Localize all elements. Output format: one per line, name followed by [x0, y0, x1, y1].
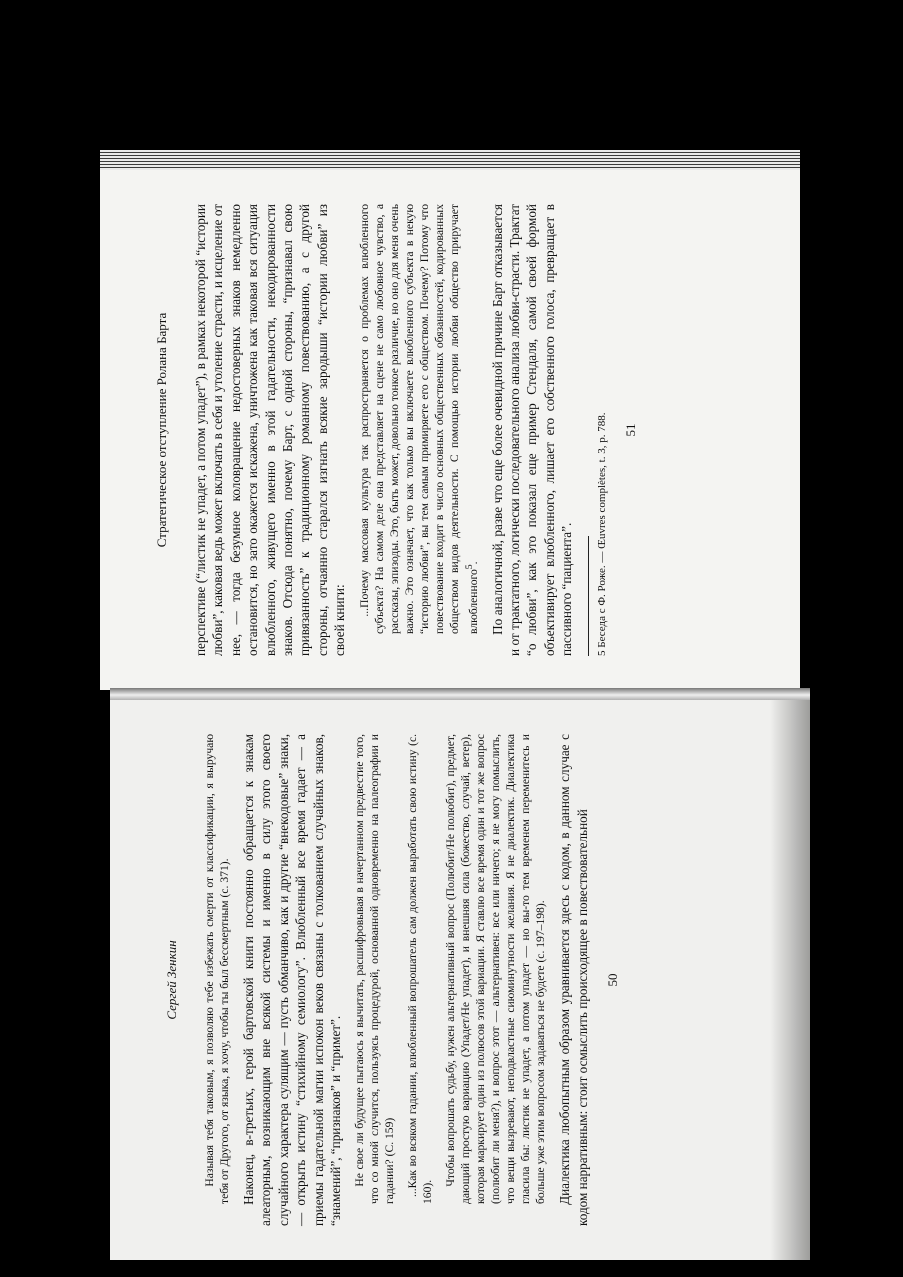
- page-shadow: [770, 700, 810, 1260]
- note-ref: 5: [463, 564, 475, 570]
- scanner-background-top: [0, 0, 903, 150]
- block-quote: Чтобы вопрошать судьбу, нужен альтернативный вопрос (Полюбит/Не полюбит), предмет, дающий простую вариацию (Упадет/Не упадет), и внешняя сила (божество, случай, ветер), которая маркирует один из полюсов этой вариации. Я ставлю все время один и тот же вопрос (полюбит ли меня?), и вопрос этот — альтернативен: все или ничего; я не могу помыслить, что вещи вызревают, неподвластные сиюминутности желания. Я не диалектик. Диалектика гласила бы: листик не упадет, а потом упадет — но вы-то тем временем переменитесь и больше уже этим вопросом задаваться не будете (с. 197–198).: [444, 734, 548, 1204]
- page-number: 50: [605, 973, 621, 987]
- block-quote: ...Почему массовая культура так распространяется о проблемах влюбленного субъекта? На самом деле она представляет на сцене не само любовное чувство, а рассказы, эпизоды. Это, быть может, довольно тонкое различие, но оно для меня очень важно. Это означает, что как только вы включаете влюбленного субъекта в некую “историю любви”, вы тем самым примиряете его с обществом. Почему? Потому что повествование входит в число основных общественных обязанностей, кодированных обществом видов деятельности. С помощью истории любви общество приручает влюбленного$^5$.: [357, 204, 480, 634]
- left-page: [110, 700, 810, 1260]
- block-quote: ...Как во всяком гадании, влюбленный вопрошатель сам должен выработать свою истину (с. 160).: [406, 734, 435, 1204]
- paragraph: Наконец, в-третьих, герой бартовской книги постоянно обращается к знакам алеаторным, возникающим вне всякой системы и именно в силу этого своего случайного характера сулящим — пусть обманчиво, как и другие “внекодовые” знаки, — открыть истину “стихийному семиологу”. Влюбленный все время гадает — а приемы гадательной магии испокон веков связаны с толкованием случайных знаков, “знамений”, “признаков” и “примет”.: [241, 734, 344, 1226]
- block-quote: Называя тебя таковым, я позволяю тебе избежать смерти от классификации, я выручаю тебя от Другого, от языка, я хочу, чтобы ты был бессмертным (с. 371).: [203, 734, 231, 1204]
- page-number: 51: [622, 423, 638, 437]
- running-head-right: Стратегическое отступление Ролана Барта: [154, 312, 169, 548]
- footnote: 5 Беседа с Ф. Роже. — Œuvres complètes, t. 3, p. 788.: [595, 412, 608, 656]
- running-head-left: Сергей Зенкин: [164, 940, 179, 1020]
- footnote-rule: [588, 536, 589, 656]
- block-quote: Не свое ли будущее пытаюсь я вычитать, расшифровывая в начертанном предвестие того, что со мной случится, пользуясь процедурой, основанной одновременно на палеографии и гадании? (С. 159): [353, 734, 397, 1204]
- paragraph: По аналогичной, разве что еще более очевидной причине Барт отказывается и от трактатного, логически последовательного анализа любви-страсти. Трактат “о любви”, как это показал еще пример Стендаля, самой своей формой объективирует влюбленного, лишает его собственного голоса, превращает в пассивного “пациента”.: [489, 204, 575, 656]
- quote-text: ...Почему массовая культура так распространяется о проблемах влюбленного субъекта? На самом деле она представляет на сцене не само любовное чувство, а рассказы, эпизоды. Это, быть может, довольно тонкое различие, но оно для меня очень важно. Это означает, что как только вы включаете влюбленного субъекта в некую “историю любви”, вы тем самым примиряете его с обществом. Почему? Потому что повествование входит в число основных общественных обязанностей, кодированных обществом видов деятельности. С помощью истории любви общество приручает влюбленного: [357, 204, 480, 634]
- paragraph: Диалектика любопытным образом уравнивается здесь с кодом, в данном случае с кодом нарративным: стоит осмыслить происходящее в повествовательной: [557, 734, 590, 1226]
- right-page: [100, 170, 800, 690]
- paragraph: перспективе (“листик не упадет, а потом упадет”), в рамках некоторой “истории любви”, каковая ведь может включать в себя и утоление страсти, и исцеление от нее, — тогда безумное коловращение недостоверных знаков немедленно остановится, но зато окажется искажена, уничтожена как таковая вся ситуация влюбленного, живущего именно в этой гадательности, некодированности знаков. Отсюда понятно, почему Барт, с одной стороны, “признавал свою привязанность” к традиционному романному повествованию, а с другой стороны, отчаянно старался изгнать всякие зародыши “истории любви” из своей книги:: [193, 204, 348, 656]
